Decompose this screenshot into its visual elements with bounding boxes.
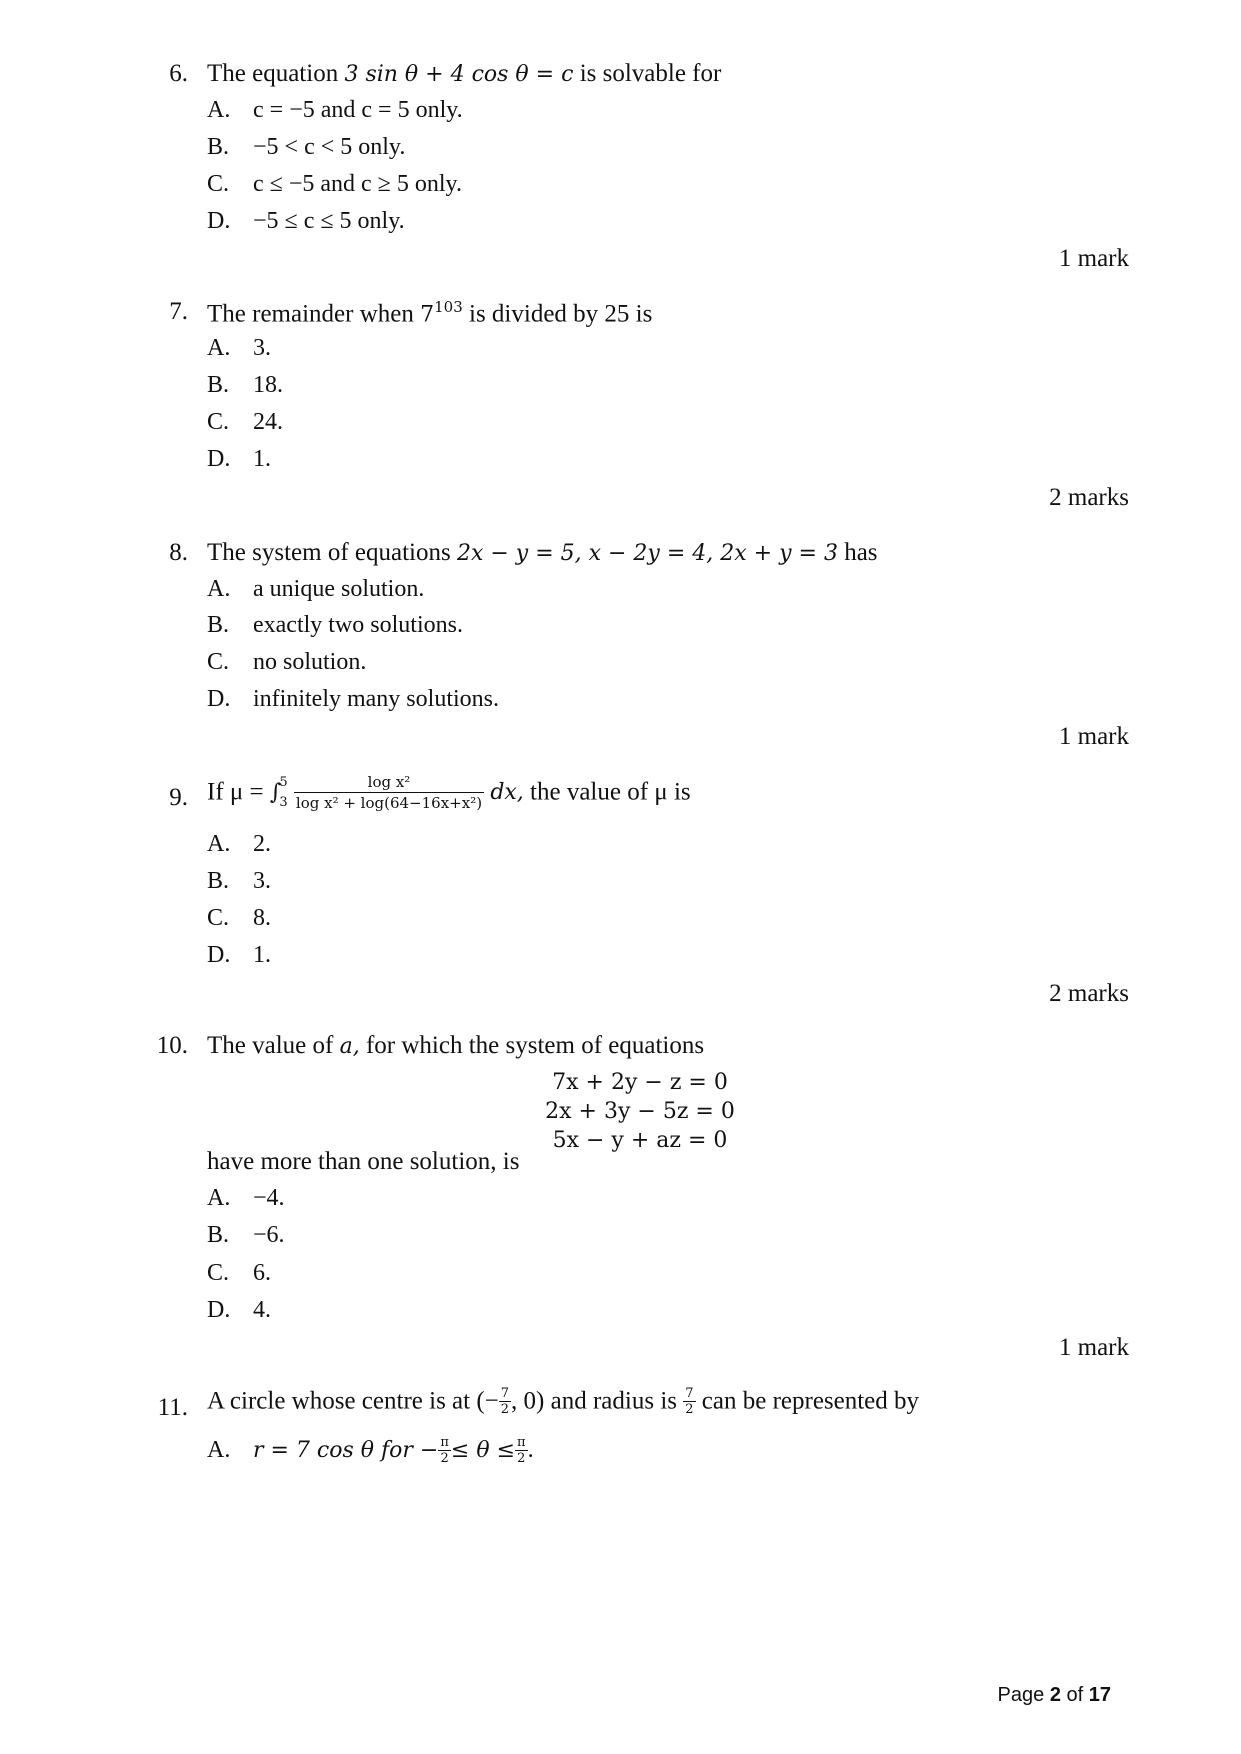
marks-label: 2 marks bbox=[1049, 484, 1129, 511]
option-label: A. bbox=[207, 1437, 231, 1463]
question-stem bbox=[207, 298, 652, 328]
option-label: B. bbox=[207, 372, 230, 398]
question-number: 10. bbox=[156, 1032, 188, 1059]
marks-label: 1 mark bbox=[1058, 245, 1129, 272]
option-d[interactable] bbox=[207, 686, 499, 713]
option-label: A. bbox=[207, 335, 231, 361]
question-stem bbox=[207, 539, 878, 567]
option-a[interactable] bbox=[207, 831, 271, 858]
option-label: C. bbox=[207, 905, 230, 931]
current-page-number: 2 bbox=[1049, 1684, 1061, 1706]
upper-limit: 5 bbox=[279, 774, 288, 790]
stem-text: If μ = bbox=[207, 778, 264, 806]
stem-text: and radius is bbox=[550, 1387, 677, 1415]
question-number: 8. bbox=[169, 539, 188, 566]
pi-over-two bbox=[438, 1435, 451, 1466]
stem-text: The value of bbox=[207, 1032, 334, 1059]
lower-limit: 3 bbox=[279, 794, 288, 810]
option-c[interactable] bbox=[207, 1260, 271, 1287]
stem-math: dx, bbox=[490, 780, 524, 805]
option-a[interactable] bbox=[207, 576, 424, 603]
page-footer bbox=[998, 1684, 1111, 1707]
option-text: −6. bbox=[253, 1222, 285, 1248]
stem-text: is divided by 25 is bbox=[469, 300, 653, 328]
option-a[interactable] bbox=[207, 1435, 534, 1466]
option-c[interactable] bbox=[207, 905, 271, 932]
option-text: −5 ≤ c ≤ 5 only. bbox=[253, 208, 405, 234]
option-d[interactable] bbox=[207, 446, 271, 473]
integral-limits bbox=[279, 773, 287, 813]
option-label: D. bbox=[207, 686, 231, 712]
total-pages: 17 bbox=[1088, 1684, 1111, 1706]
option-text: no solution. bbox=[253, 649, 367, 675]
option-label: A. bbox=[207, 97, 231, 123]
question-stem bbox=[207, 772, 691, 813]
option-text: 18. bbox=[253, 372, 283, 398]
option-text: −5 < c < 5 only. bbox=[253, 134, 406, 160]
option-b[interactable] bbox=[207, 612, 463, 639]
numerator: 7 bbox=[685, 1386, 694, 1401]
equation-system bbox=[520, 1068, 760, 1155]
stem-text: has bbox=[844, 539, 878, 566]
stem-text: can be represented by bbox=[701, 1387, 920, 1415]
denominator: 2 bbox=[438, 1450, 451, 1466]
question-number: 6. bbox=[169, 60, 188, 87]
option-label: B. bbox=[207, 868, 230, 894]
option-label: B. bbox=[207, 134, 230, 160]
denominator: log x² + log(64−16x+x²) bbox=[295, 794, 483, 812]
option-b[interactable] bbox=[207, 134, 405, 161]
question-number: 11. bbox=[157, 1394, 188, 1421]
stem-math: 7 bbox=[420, 302, 435, 328]
stem-math: a, bbox=[339, 1034, 360, 1059]
question-stem bbox=[207, 1032, 704, 1060]
option-c[interactable] bbox=[207, 409, 283, 436]
numerator: π bbox=[440, 1435, 449, 1450]
marks-label: 2 marks bbox=[1049, 980, 1129, 1007]
integrand-fraction bbox=[294, 772, 484, 813]
option-math: ≤ θ ≤ bbox=[450, 1438, 516, 1463]
question-stem-continuation: have more than one solution, is bbox=[207, 1148, 520, 1175]
option-label: C. bbox=[207, 409, 230, 435]
equation: 2x + 3y − 5z = 0 bbox=[545, 1099, 735, 1124]
option-text: 1. bbox=[253, 942, 271, 968]
option-label: A. bbox=[207, 576, 231, 602]
stem-text: The remainder when bbox=[207, 300, 414, 328]
stem-text: The system of equations bbox=[207, 539, 451, 566]
numerator: 7 bbox=[500, 1386, 510, 1401]
option-label: D. bbox=[207, 942, 231, 968]
option-d[interactable] bbox=[207, 942, 271, 969]
option-d[interactable] bbox=[207, 208, 405, 235]
option-label: B. bbox=[207, 612, 230, 638]
stem-text: is solvable for bbox=[579, 60, 722, 87]
option-label: A. bbox=[207, 1185, 231, 1211]
option-label: C. bbox=[207, 649, 230, 675]
option-a[interactable] bbox=[207, 97, 463, 124]
stem-text: , 0) bbox=[511, 1387, 545, 1415]
denominator: 2 bbox=[500, 1402, 510, 1417]
marks-label: 1 mark bbox=[1058, 1334, 1129, 1361]
denominator: 2 bbox=[515, 1450, 528, 1466]
option-math: r = 7 cos θ for − bbox=[253, 1438, 439, 1463]
option-label: C. bbox=[207, 1260, 230, 1286]
option-text: infinitely many solutions. bbox=[253, 686, 499, 712]
radius-fraction bbox=[683, 1386, 695, 1417]
question-number: 9. bbox=[169, 784, 188, 811]
option-a[interactable] bbox=[207, 1185, 285, 1212]
option-label: A. bbox=[207, 831, 231, 857]
pi-over-two bbox=[515, 1435, 528, 1466]
centre-fraction bbox=[499, 1386, 511, 1417]
option-b[interactable] bbox=[207, 1222, 285, 1249]
stem-math: 2x − y = 5, x − 2y = 4, 2x + y = 3 bbox=[456, 541, 838, 566]
option-text: 6. bbox=[253, 1260, 271, 1286]
option-text: 1. bbox=[253, 446, 271, 472]
option-b[interactable] bbox=[207, 868, 271, 895]
option-label: D. bbox=[207, 446, 231, 472]
stem-exponent: 103 bbox=[434, 298, 463, 316]
footer-text: of bbox=[1066, 1684, 1084, 1706]
stem-math: 3 sin θ + 4 cos θ = c bbox=[344, 62, 574, 87]
numerator: log x² bbox=[367, 773, 411, 791]
equation: 7x + 2y − z = 0 bbox=[552, 1070, 728, 1095]
option-text: 3. bbox=[253, 868, 271, 894]
option-text: −4. bbox=[253, 1185, 285, 1211]
denominator: 2 bbox=[685, 1402, 694, 1417]
option-label: D. bbox=[207, 1297, 231, 1323]
footer-text: Page bbox=[997, 1684, 1045, 1706]
option-text: 4. bbox=[253, 1297, 271, 1323]
option-label: B. bbox=[207, 1222, 230, 1248]
option-c[interactable] bbox=[207, 649, 366, 676]
option-text: 2. bbox=[253, 831, 271, 857]
stem-text: A circle whose centre is at (− bbox=[207, 1387, 499, 1415]
option-label: D. bbox=[207, 208, 231, 234]
question-number: 7. bbox=[169, 298, 188, 325]
option-text: exactly two solutions. bbox=[253, 612, 463, 638]
equation: 5x − y + az = 0 bbox=[552, 1128, 728, 1153]
option-text: c = −5 and c = 5 only. bbox=[253, 97, 463, 123]
question-stem bbox=[207, 60, 721, 88]
question-stem bbox=[207, 1386, 919, 1417]
option-text: 24. bbox=[253, 409, 283, 435]
stem-text: the value of μ is bbox=[530, 778, 691, 806]
option-text: a unique solution. bbox=[253, 576, 425, 602]
integral-sign: ∫ bbox=[269, 780, 282, 805]
option-d[interactable] bbox=[207, 1297, 271, 1324]
stem-text: The equation bbox=[207, 60, 339, 87]
option-text: . bbox=[527, 1437, 534, 1463]
option-c[interactable] bbox=[207, 171, 462, 198]
option-text: 8. bbox=[253, 905, 271, 931]
numerator: π bbox=[517, 1435, 526, 1450]
option-text: 3. bbox=[253, 335, 271, 361]
option-label: C. bbox=[207, 171, 230, 197]
option-a[interactable] bbox=[207, 335, 271, 362]
stem-text: for which the system of equations bbox=[365, 1032, 705, 1059]
option-b[interactable] bbox=[207, 372, 283, 399]
marks-label: 1 mark bbox=[1058, 723, 1129, 750]
option-text: c ≤ −5 and c ≥ 5 only. bbox=[253, 171, 462, 197]
